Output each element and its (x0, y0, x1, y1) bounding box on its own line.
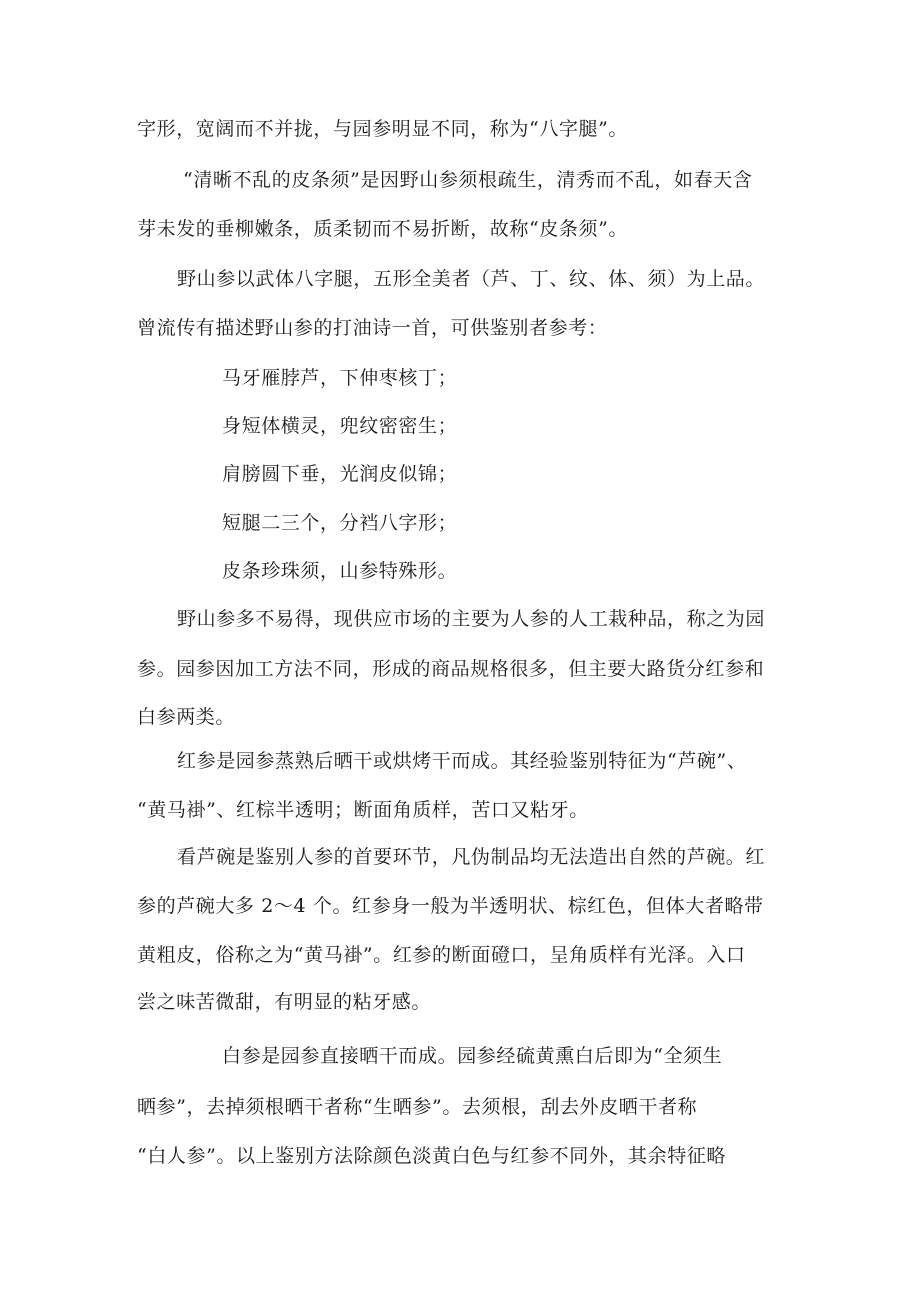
text-line: 白参两类。 (137, 706, 236, 728)
text-line: 野山参多不易得，现供应市场的主要为人参的人工栽种品，称之为园 (177, 608, 766, 630)
text-line: “黄马褂”、红棕半透明；断面角质样，苦口又粘牙。 (137, 799, 589, 821)
text-line: 字形，宽阔而不并拢，与园参明显不同，称为“八字腿”。 (137, 118, 629, 140)
text-line: 黄粗皮，俗称之为“黄马褂”。红参的断面磴口，呈角质样有光泽。入口 (137, 944, 746, 966)
text-line: 曾流传有描述野山参的打油诗一首，可供鉴别者参考： (137, 317, 608, 339)
text-line: “白人参”。以上鉴别方法除颜色淡黄白色与红参不同外，其余特征略 (137, 1145, 727, 1167)
text-line: 参。园参因加工方法不同，形成的商品规格很多，但主要大路货分红参和 (137, 658, 765, 680)
text-line: 野山参以武体八字腿，五形全美者（芦、丁、纹、体、须）为上品。 (177, 268, 766, 290)
text-line: 红参是园参蒸熟后晒干或烘烤干而成。其经验鉴别特征为“芦碗”、 (177, 750, 747, 772)
text-line: 白参是园参直接晒干而成。园参经硫黄熏白后即为“全须生 (222, 1045, 723, 1067)
poem-line: 肩膀圆下垂，光润皮似锦； (222, 463, 458, 485)
text-line: 晒参”，去掉须根晒干者称“生晒参”。去须根，刮去外皮晒干者称 (137, 1096, 698, 1118)
text-line: 参的芦碗大多 2～4 个。红参身一般为半透明状、棕红色，但体大者略带 (137, 895, 764, 917)
text-line: 尝之味苦微甜，有明显的粘牙感。 (137, 991, 432, 1013)
text-line: 芽未发的垂柳嫩条，质柔韧而不易折断，故称“皮条须”。 (137, 218, 629, 240)
poem-line: 皮条珍珠须，山参特殊形。 (222, 560, 458, 582)
poem-line: 身短体横灵，兜纹密密生； (222, 415, 458, 437)
poem-line: 马牙雁脖芦，下伸枣核丁； (222, 367, 458, 389)
text-line: “清晰不乱的皮条须”是因野山参须根疏生，清秀而不乱，如春天含 (183, 169, 753, 191)
text-line: 看芦碗是鉴别人参的首要环节，凡伪制品均无法造出自然的芦碗。红 (177, 846, 766, 868)
poem-line: 短腿二三个，分裆八字形； (222, 512, 458, 534)
